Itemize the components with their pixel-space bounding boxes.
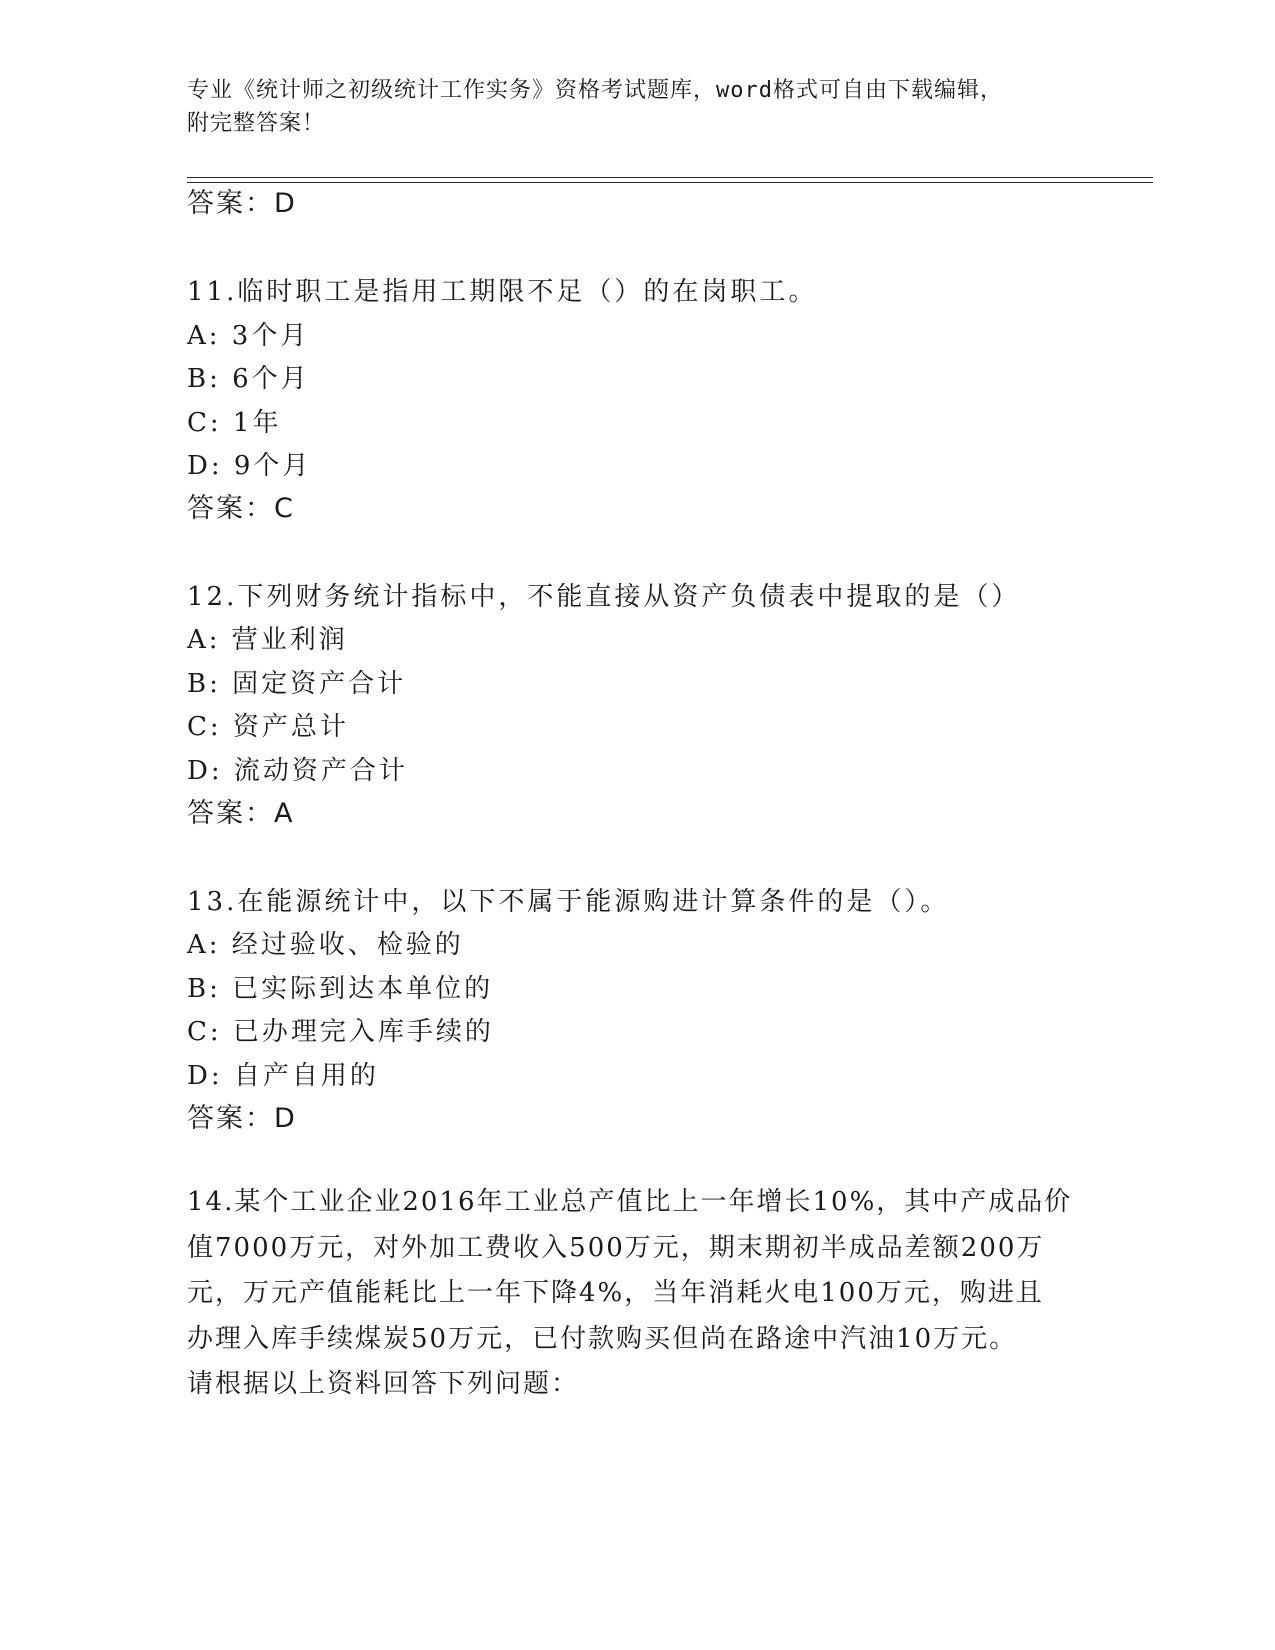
question-11-option-c: C: 1年 bbox=[187, 408, 282, 438]
header-divider-bottom bbox=[187, 182, 1153, 183]
question-13-option-b: B: 已实际到达本单位的 bbox=[187, 974, 494, 1004]
question-12-option-c: C: 资产总计 bbox=[187, 712, 349, 742]
question-12-option-b: B: 固定资产合计 bbox=[187, 669, 407, 699]
answer-q13: 答案：D bbox=[187, 1103, 297, 1134]
question-13-option-a: A: 经过验收、检验的 bbox=[187, 930, 464, 960]
question-14-line-1: 14.某个工业企业2016年工业总产值比上一年增长10%，其中产成品价 bbox=[187, 1187, 1073, 1217]
document-header bbox=[187, 74, 1087, 140]
question-11-option-b: B: 6个月 bbox=[187, 364, 310, 394]
question-11-option-a: A: 3个月 bbox=[187, 321, 310, 351]
question-14-line-4: 办理入库手续煤炭50万元，已付款购买但尚在路途中汽油10万元。 bbox=[187, 1323, 1018, 1354]
answer-q10: 答案：D bbox=[187, 188, 297, 219]
question-14-stem bbox=[187, 1180, 1087, 1408]
question-12-option-d: D: 流动资产合计 bbox=[187, 756, 408, 786]
question-12-option-a: A: 营业利润 bbox=[187, 625, 348, 655]
answer-q11: 答案：C bbox=[187, 493, 295, 524]
answer-q12: 答案：A bbox=[187, 798, 295, 829]
question-14-line-5: 请根据以上资料回答下列问题： bbox=[187, 1369, 580, 1399]
question-11-stem: 11.临时职工是指用工期限不足（）的在岗职工。 bbox=[187, 277, 818, 307]
question-11-option-d: D: 9个月 bbox=[187, 451, 312, 481]
question-13-option-c: C: 已办理完入库手续的 bbox=[187, 1017, 494, 1047]
question-14-line-2: 值7000万元，对外加工费收入500万元，期末期初半成品差额200万 bbox=[187, 1232, 1045, 1263]
question-12-stem: 12.下列财务统计指标中，不能直接从资产负债表中提取的是（） bbox=[187, 582, 1021, 612]
question-13-stem: 13.在能源统计中，以下不属于能源购进计算条件的是（）。 bbox=[187, 887, 950, 917]
header-line-2: 附完整答案！ bbox=[187, 111, 326, 136]
question-14-line-3: 元，万元产值能耗比上一年下降4%，当年消耗火电100万元，购进且 bbox=[187, 1278, 1044, 1308]
header-line-1: 专业《统计师之初级统计工作实务》资格考试题库，word格式可自由下载编辑， bbox=[187, 78, 1003, 103]
header-divider-top bbox=[187, 177, 1153, 178]
question-13-option-d: D: 自产自用的 bbox=[187, 1061, 379, 1091]
